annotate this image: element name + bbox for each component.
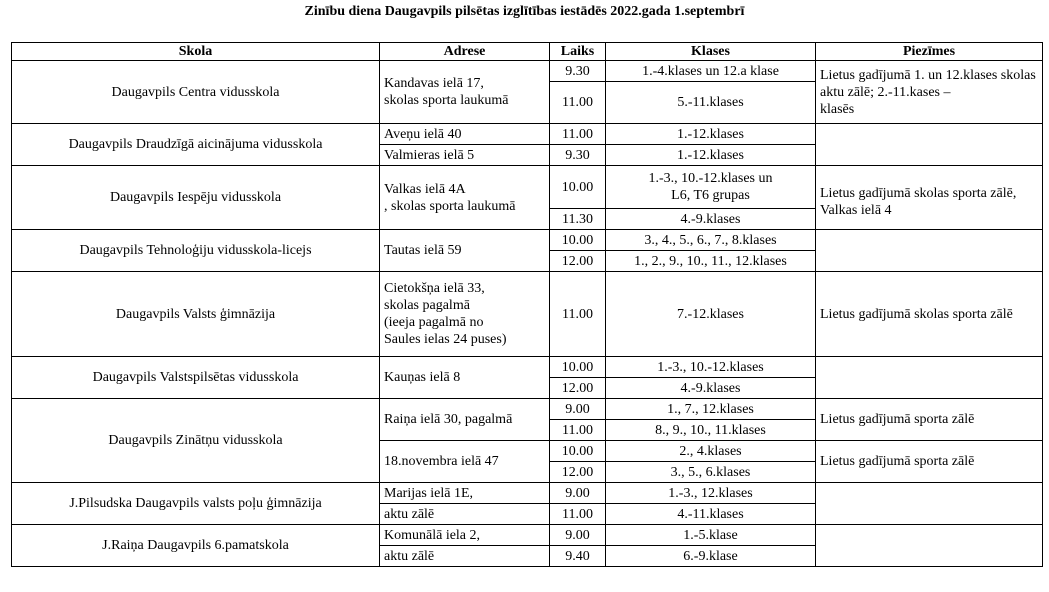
school-note [816, 483, 1043, 525]
school-name: Daugavpils Tehnoloģiju vidusskola-licejs [12, 230, 380, 272]
session-classes: 1.-4.klases un 12.a klase [606, 61, 816, 82]
session-time: 10.00 [550, 230, 606, 251]
school-address: Komunālā iela 2, [380, 525, 550, 546]
school-address: aktu zālē [380, 546, 550, 567]
table-row [12, 357, 1043, 378]
header-time: Laiks [550, 43, 606, 61]
school-address: Kandavas ielā 17, skolas sporta laukumā [380, 61, 550, 124]
school-address: Kauņas ielā 8 [380, 357, 550, 399]
session-time: 11.00 [550, 420, 606, 441]
school-name: Daugavpils Valstspilsētas vidusskola [12, 357, 380, 399]
table-row [12, 483, 1043, 504]
session-classes: 4.-11.klases [606, 504, 816, 525]
session-classes: 5.-11.klases [606, 82, 816, 124]
session-classes: 1.-5.klase [606, 525, 816, 546]
session-time: 11.30 [550, 209, 606, 230]
header-classes: Klases [606, 43, 816, 61]
school-name: Daugavpils Centra vidusskola [12, 61, 380, 124]
school-address: Cietokšņa ielā 33, skolas pagalmā (ieeja pagalmā no Saules ielas 24 puses) [380, 272, 550, 357]
schedule-table [11, 42, 1043, 567]
table-row [12, 272, 1043, 357]
table-row [12, 61, 1043, 82]
session-time: 9.00 [550, 483, 606, 504]
session-time: 10.00 [550, 357, 606, 378]
session-classes: 1.-3., 10.-12.klases un L6, T6 grupas [606, 166, 816, 209]
session-classes: 2., 4.klases [606, 441, 816, 462]
school-name: J.Pilsudska Daugavpils valsts poļu ģimnāzija [12, 483, 380, 525]
session-time: 10.00 [550, 166, 606, 209]
session-time: 10.00 [550, 441, 606, 462]
school-name: Daugavpils Draudzīgā aicinājuma vidusskola [12, 124, 380, 166]
table-row [12, 124, 1043, 145]
table-row [12, 166, 1043, 209]
school-name: Daugavpils Zinātņu vidusskola [12, 399, 380, 483]
school-note: Lietus gadījumā sporta zālē [816, 399, 1043, 441]
session-classes: 1., 7., 12.klases [606, 399, 816, 420]
school-name: Daugavpils Valsts ģimnāzija [12, 272, 380, 357]
school-address: Aveņu ielā 40 [380, 124, 550, 145]
school-note: Lietus gadījumā 1. un 12.klases skolas aktu zālē; 2.-11.kases – klasēs [816, 61, 1043, 124]
session-classes: 1.-12.klases [606, 145, 816, 166]
table-row [12, 399, 1043, 420]
school-note [816, 230, 1043, 272]
school-address: Valkas ielā 4A , skolas sporta laukumā [380, 166, 550, 230]
session-classes: 1.-3., 12.klases [606, 483, 816, 504]
session-classes: 1.-12.klases [606, 124, 816, 145]
session-time: 11.00 [550, 124, 606, 145]
session-time: 9.30 [550, 61, 606, 82]
session-classes: 1.-3., 10.-12.klases [606, 357, 816, 378]
session-time: 11.00 [550, 82, 606, 124]
session-time: 11.00 [550, 272, 606, 357]
table-row [12, 525, 1043, 546]
school-note [816, 525, 1043, 567]
school-address: Tautas ielā 59 [380, 230, 550, 272]
session-time: 12.00 [550, 251, 606, 272]
session-classes: 7.-12.klases [606, 272, 816, 357]
header-notes: Piezīmes [816, 43, 1043, 61]
school-name: J.Raiņa Daugavpils 6.pamatskola [12, 525, 380, 567]
table-row [12, 230, 1043, 251]
session-time: 11.00 [550, 504, 606, 525]
page-title: Zinību diena Daugavpils pilsētas izglītības iestādēs 2022.gada 1.septembrī [304, 4, 745, 19]
school-note [816, 357, 1043, 399]
session-time: 9.30 [550, 145, 606, 166]
school-address: Valmieras ielā 5 [380, 145, 550, 166]
session-classes: 3., 5., 6.klases [606, 462, 816, 483]
session-classes: 6.-9.klase [606, 546, 816, 567]
school-address: 18.novembra ielā 47 [380, 441, 550, 483]
session-time: 9.00 [550, 525, 606, 546]
session-classes: 3., 4., 5., 6., 7., 8.klases [606, 230, 816, 251]
session-time: 12.00 [550, 378, 606, 399]
session-time: 9.00 [550, 399, 606, 420]
school-name: Daugavpils Iespēju vidusskola [12, 166, 380, 230]
school-address: aktu zālē [380, 504, 550, 525]
school-note: Lietus gadījumā skolas sporta zālē, Valkas ielā 4 [816, 166, 1043, 230]
school-note [816, 124, 1043, 166]
school-address: Marijas ielā 1E, [380, 483, 550, 504]
session-time: 9.40 [550, 546, 606, 567]
school-note: Lietus gadījumā skolas sporta zālē [816, 272, 1043, 357]
header-row [12, 43, 1043, 61]
school-address: Raiņa ielā 30, pagalmā [380, 399, 550, 441]
header-address: Adrese [380, 43, 550, 61]
session-time: 12.00 [550, 462, 606, 483]
school-note: Lietus gadījumā sporta zālē [816, 441, 1043, 483]
session-classes: 4.-9.klases [606, 378, 816, 399]
header-school: Skola [12, 43, 380, 61]
session-classes: 4.-9.klases [606, 209, 816, 230]
session-classes: 8., 9., 10., 11.klases [606, 420, 816, 441]
session-classes: 1., 2., 9., 10., 11., 12.klases [606, 251, 816, 272]
